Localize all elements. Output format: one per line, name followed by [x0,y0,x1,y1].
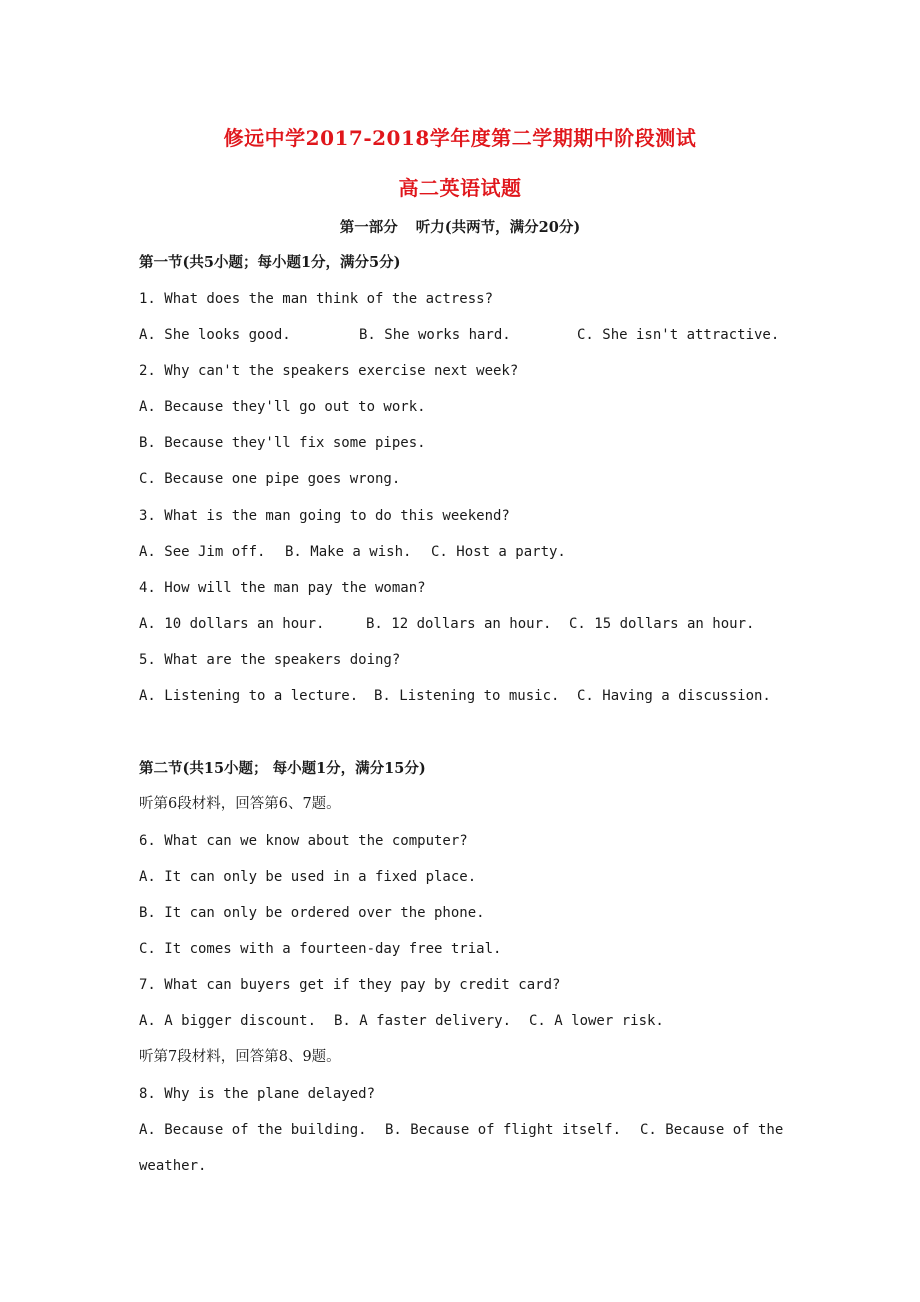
question-2: 2. Why can't the speakers exercise next week? [139,363,519,379]
option-b: B. A faster delivery. [334,1013,512,1029]
option-a: A. 10 dollars an hour. [139,616,325,632]
section1-heading: 第一节(共5小题；每小题1分，满分5分) [139,254,401,271]
question-8-options [139,1121,783,1139]
question-3-options [139,543,566,561]
question-5: 5. What are the speakers doing? [139,652,401,668]
question-6-option-c: C. It comes with a fourteen-day free trial. [139,941,502,957]
option-b: B. Listening to music. [374,688,560,704]
option-c: C. Host a party. [431,544,566,560]
material-6-instruction: 听第6段材料，回答第6、7题。 [139,796,341,812]
question-4-options [139,615,754,633]
question-4: 4. How will the man pay the woman? [139,580,426,596]
question-7-options [139,1012,664,1030]
option-c: C. She isn't attractive. [577,327,780,343]
question-6-option-a: A. It can only be used in a fixed place. [139,869,477,885]
question-6-option-b: B. It can only be ordered over the phone. [139,905,485,921]
option-a: A. Because of the building. [139,1122,367,1138]
option-b: B. 12 dollars an hour. [366,616,552,632]
part1-label: 第一部分 [339,219,398,236]
question-1: 1. What does the man think of the actress? [139,291,494,307]
option-c: C. Because of the [640,1122,784,1138]
question-1-options [139,326,779,344]
material-7-instruction: 听第7段材料，回答第8、9题。 [139,1049,341,1065]
option-b: B. She works hard. [359,327,511,343]
question-2-option-c: C. Because one pipe goes wrong. [139,471,401,487]
question-5-options [139,687,771,705]
option-a: A. A bigger discount. [139,1013,317,1029]
exam-subtitle: 高二英语试题 [398,176,522,200]
option-b: B. Because of flight itself. [385,1122,622,1138]
option-c: C. Having a discussion. [577,688,771,704]
option-b: B. Make a wish. [285,544,412,560]
option-c: C. A lower risk. [529,1013,664,1029]
question-3: 3. What is the man going to do this weekend? [139,508,510,524]
question-8: 8. Why is the plane delayed? [139,1086,376,1102]
part1-heading [0,216,920,237]
section2-heading: 第二节(共15小题； 每小题1分，满分15分) [139,760,426,777]
option-a: A. Listening to a lecture. [139,688,359,704]
question-2-option-a: A. Because they'll go out to work. [139,399,426,415]
option-a: A. See Jim off. [139,544,266,560]
part1-description: 听力(共两节，满分20分) [415,219,581,236]
option-c: C. 15 dollars an hour. [569,616,755,632]
question-2-option-b: B. Because they'll fix some pipes. [139,435,426,451]
exam-title: 修远中学2017-2018学年度第二学期期中阶段测试 [223,126,697,150]
question-7: 7. What can buyers get if they pay by credit card? [139,977,561,993]
question-8-option-c-continued: weather. [139,1158,207,1174]
option-a: A. She looks good. [139,327,291,343]
question-6: 6. What can we know about the computer? [139,833,468,849]
